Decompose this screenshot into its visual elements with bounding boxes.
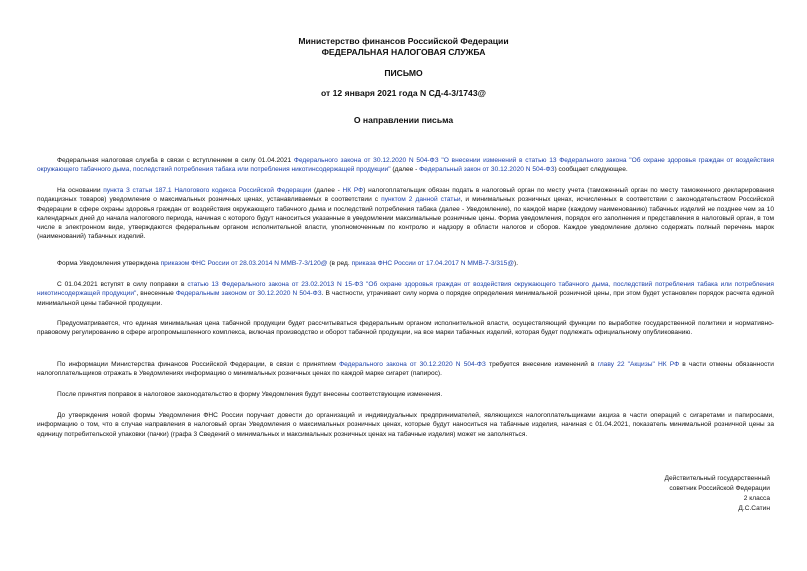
legal-reference-link[interactable]: Федеральный закон от 30.12.2020 N 504-ФЗ [419, 166, 555, 174]
paragraph-text: (в ред. [327, 260, 352, 267]
signature-name: Д.С.Сатин [738, 505, 770, 512]
legal-reference-link[interactable]: статью 13 Федерального закона от 23.02.2013 N 15-ФЗ "Об охране здоровья граждан от воздействия окружающего табачного дыма, последствий потребления табака или потребления никотинсодержащей продукции" [37, 281, 774, 298]
paragraph-text: (далее - [311, 187, 343, 194]
paragraph-text: Форма Уведомления утверждена [57, 260, 161, 267]
paragraph-text: С 01.04.2021 вступят в силу поправки в [57, 281, 188, 288]
doc-date-number: от 12 января 2021 года N СД-4-3/1743@ [321, 88, 486, 98]
doc-subject: О направлении письма [353, 115, 454, 125]
signature-rank-line3: 2 класса [743, 495, 770, 502]
paragraph-text: Предусматривается, что единая минимальная цена табачной продукции будет рассчитываться федеральным органом исполнительной власти, осуществляющий функции по выработке государственной политики и нормативно-правовому регулированию в сфере агропромышленного комплекса, включая производство и оборот табачной продукции, на все марки табачных изделий, которая будет подлежать официальному опубликованию. [37, 320, 774, 337]
ministry-title: Министерство финансов Российской Федерации [298, 36, 509, 46]
paragraph-1 [37, 156, 774, 175]
signature-rank-line2: советник Российской Федерации [669, 485, 770, 492]
paragraph-text: По информации Министерства финансов Российской Федерации, в связи с принятием [57, 361, 340, 368]
paragraph-6 [37, 360, 774, 379]
signature-rank-line1: Действительный государственный [664, 475, 770, 482]
paragraph-text: . В частности, утрачивает силу норма о порядке определения минимальной розничной цены, при этом будет установлен порядок расчета единой минимальной цены табачной продукции. [37, 290, 774, 307]
signature-block [665, 474, 771, 514]
service-title: ФЕДЕРАЛЬНАЯ НАЛОГОВАЯ СЛУЖБА [321, 47, 486, 57]
paragraph-text: в части отмены обязанности налогоплательщиков отражать в Уведомлениях информацию о минимальных розничных ценах по каждой марке сигарет (папирос). [37, 361, 774, 378]
paragraph-3 [37, 259, 774, 268]
doc-type: ПИСЬМО [384, 68, 423, 78]
paragraph-text: До утверждения новой формы Уведомления ФНС России поручает довести до организаций и индивидуальных предпринимателей, являющихся налогоплательщиками акциза в части операций с сигаретами и папиросами, информацию о том, что в случае направления в налоговый орган Уведомления о максимальных розничных ценах, которые будут наноситься на табачные изделия, начиная с 01.04.2021, показатель минимальной розничной цены за единицу потребительской упаковки (пачки) (графа 3 Сведений о минимальных и максимальных розничных ценах на табачные изделия) может не заполняться. [37, 412, 774, 438]
paragraph-text: ) сообщает следующее. [554, 166, 628, 174]
legal-reference-link[interactable]: приказом ФНС России от 28.03.2014 N ММВ-7-3/120@ [160, 260, 328, 267]
paragraph-text: , и минимальных розничных ценах, исчисленных в соответствии с законодательством Российской Федерации в сфере охраны здоровья граждан от воздействия окружающего табачного дыма и последствий потребления табака (далее - Уведомление), по каждой марке (каждому наименованию) табачных изделий не позднее чем за 10 календарных дней до начала налогового периода, начиная с которого будут наноситься указанные в уведомлении максимальные розничные цены. Форма уведомления, порядок его заполнения и представления в налоговый орган, в том числе в электронном виде, утверждаются федеральным органом исполнительной власти, уполномоченным по контролю и надзору в области налогов и сборов. Каждое уведомление должно содержать полный перечень марок (наименований) табачных изделий. [37, 196, 775, 241]
paragraph-8 [37, 411, 774, 439]
paragraph-text: На основании [57, 187, 104, 194]
paragraph-5 [37, 319, 774, 338]
legal-reference-link[interactable]: Федеральным законом от 30.12.2020 N 504-ФЗ [175, 290, 322, 298]
paragraph-7 [37, 390, 774, 399]
paragraph-text: (далее - [390, 166, 420, 174]
legal-reference-link[interactable]: приказа ФНС России от 17.04.2017 N ММВ-7-3/315@ [351, 260, 515, 267]
paragraph-text: Федеральная налоговая служба в связи с вступлением в силу 01.04.2021 [57, 157, 294, 164]
legal-reference-link[interactable]: Федерального закона от 30.12.2020 N 504-ФЗ "О внесении изменений в статью 13 Федерального закона "Об охране здоровья граждан от воздействия окружающего табачного дыма, последствий потребления табака или потребления никотинсодержащей продукции" [37, 157, 775, 174]
paragraph-text: , внесенные [136, 290, 176, 298]
legal-reference-link[interactable]: главу 22 "Акцизы" НК РФ [597, 361, 680, 368]
paragraph-text: требуется внесение изменений в [485, 361, 598, 368]
legal-reference-link[interactable]: НК РФ [342, 187, 364, 194]
paragraph-4 [37, 280, 774, 308]
paragraph-text: ) налогоплательщик обязан подать в налоговый орган по месту учета (таможенный орган по месту таможенного декларирования подакцизных товаров) уведомление о максимальных розничных ценах, устанавливаемых в соответствии с [37, 187, 774, 204]
paragraph-2 [37, 186, 774, 242]
legal-reference-link[interactable]: пунктом 2 данной статьи [381, 196, 461, 204]
legal-reference-link[interactable]: пункта 3 статьи 187.1 Налогового кодекса Российской Федерации [103, 187, 312, 194]
legal-reference-link[interactable]: Федерального закона от 30.12.2020 N 504-ФЗ [339, 361, 486, 368]
paragraph-text: После принятия поправок в налоговое законодательство в форму Уведомления будут внесены соответствующие изменения. [57, 391, 443, 398]
paragraph-text: ). [514, 260, 519, 267]
